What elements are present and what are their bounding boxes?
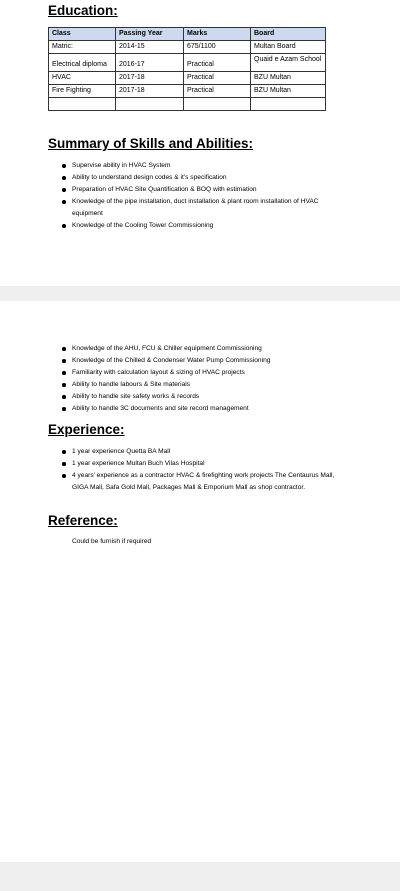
skills-heading: Summary of Skills and Abilities: xyxy=(48,136,254,151)
table-header-row xyxy=(49,28,326,41)
table-cell: Matric: xyxy=(49,41,116,54)
list-item: Ability to handle 3C documents and site record management xyxy=(60,403,350,415)
table-cell: HVAC xyxy=(49,72,116,85)
table-row-empty xyxy=(49,98,326,111)
table-cell xyxy=(251,98,326,111)
table-cell: 675/1100 xyxy=(184,41,251,54)
header-cell: Class xyxy=(49,28,116,41)
table-cell: Quaid e Azam School xyxy=(251,54,326,72)
education-heading: Education: xyxy=(48,3,118,18)
table-row xyxy=(49,54,326,72)
table-cell: BZU Multan xyxy=(251,72,326,85)
list-item: 4 years’ experience as a contractor HVAC & firefighting work projects The Centaurus Mall, GIGA Mall, Safa Gold Mall, Packages Mall & Emporium Mall as shop contractor. xyxy=(60,470,340,494)
table-cell: Practical xyxy=(184,54,251,72)
table-cell xyxy=(184,98,251,111)
document-page-1 xyxy=(0,0,400,286)
table-cell: Multan Board xyxy=(251,41,326,54)
skills-list xyxy=(60,160,340,232)
header-cell: Board xyxy=(251,28,326,41)
list-item: 1 year experience Multan Buch Vilas Hospital xyxy=(60,458,340,470)
list-item: 1 year experience Quetta BA Mall xyxy=(60,446,340,458)
table-cell xyxy=(116,98,184,111)
table-cell xyxy=(49,98,116,111)
list-item: Ability to understand design codes & it’s specification xyxy=(60,172,340,184)
header-cell: Passing Year xyxy=(116,28,184,41)
list-item: Supervise ability in HVAC System xyxy=(60,160,340,172)
table-row xyxy=(49,41,326,54)
table-cell: BZU Multan xyxy=(251,85,326,98)
experience-list xyxy=(60,446,340,494)
list-item: Knowledge of the pipe installation, duct installation & plant room installation of HVAC equipment xyxy=(60,196,340,220)
list-item: Familiarity with calculation layout & sizing of HVAC projects xyxy=(60,367,350,379)
table-cell: Electrical diploma xyxy=(49,54,116,72)
document-page-2 xyxy=(0,301,400,862)
skills-list-continued xyxy=(60,343,350,415)
header-cell: Marks xyxy=(184,28,251,41)
table-cell: Practical xyxy=(184,85,251,98)
table-cell: 2014-15 xyxy=(116,41,184,54)
reference-heading: Reference: xyxy=(48,513,118,528)
table-cell: Practical xyxy=(184,72,251,85)
reference-text: Could be furnish if required xyxy=(72,538,152,545)
table-cell: 2017-18 xyxy=(116,72,184,85)
table-cell: 2016-17 xyxy=(116,54,184,72)
table-row xyxy=(49,72,326,85)
experience-heading: Experience: xyxy=(48,422,125,437)
list-item: Knowledge of the Chilled & Condenser Water Pump Commissioning xyxy=(60,355,350,367)
list-item: Knowledge of the AHU, FCU & Chiller equipment Commissioning xyxy=(60,343,350,355)
list-item: Ability to handle labours & Site materials xyxy=(60,379,350,391)
list-item: Preparation of HVAC Site Quantification & BOQ with estimation xyxy=(60,184,340,196)
table-cell: Fire Fighting xyxy=(49,85,116,98)
table-row xyxy=(49,85,326,98)
education-table xyxy=(48,27,326,111)
list-item: Ability to handle site safety works & records xyxy=(60,391,350,403)
list-item: Knowledge of the Cooling Tower Commissioning xyxy=(60,220,340,232)
table-cell: 2017-18 xyxy=(116,85,184,98)
